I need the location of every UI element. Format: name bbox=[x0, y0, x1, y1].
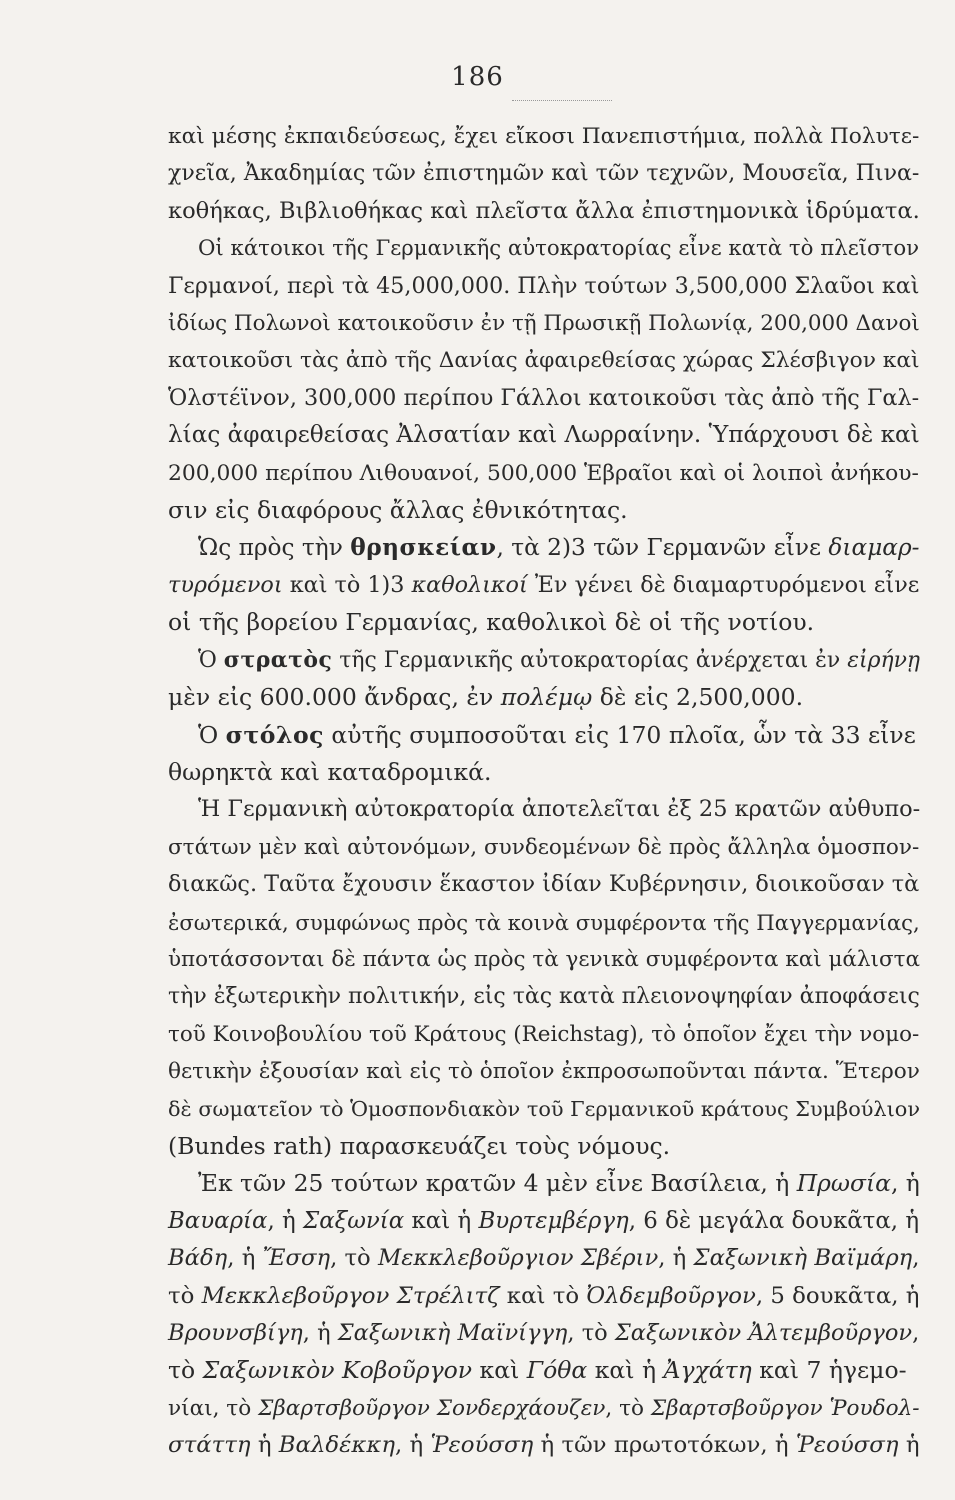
text-segment: , τὰ 2)3 τῶν Γερμανῶν εἶνε bbox=[496, 534, 829, 562]
text-segment: καὶ ἡ bbox=[404, 1207, 479, 1234]
header-rule bbox=[512, 100, 612, 101]
text-segment: τὸ bbox=[168, 1356, 203, 1385]
text-segment: καὶ ἡ bbox=[587, 1356, 664, 1385]
text-segment: , ἡ bbox=[227, 1245, 263, 1272]
text-segment: 200,000 περίπου Λιθουανοί, 500,000 Ἑβραῖοι καὶ οἱ λοιποὶ ἀνήκου- bbox=[168, 460, 919, 486]
text-segment: καὶ μέσης ἐκπαιδεύσεως, ἔχει εἴκοσι Πανεπιστήμια, πολλὰ Πολυτε- bbox=[168, 124, 920, 149]
text-segment: τοῦ Κοινοβουλίου τοῦ Κράτους (Reichstag), τὸ ὁποῖον ἔχει τὴν νομο- bbox=[168, 1021, 920, 1047]
text-segment: Ἐκ τῶν 25 τούτων κρατῶν 4 μὲν εἶνε Βασίλεια, ἡ bbox=[198, 1169, 797, 1198]
text-line bbox=[168, 642, 920, 679]
italic-term: διαμαρ- bbox=[828, 534, 920, 562]
text-segment: θετικὴν ἐξουσίαν καὶ εἰς τὸ ὁποῖον ἐκπροσωποῦνται πάντα. Ἕτερον bbox=[168, 1059, 920, 1085]
text-segment: δὲ εἰς 2,500,000. bbox=[592, 683, 804, 712]
italic-term: στάττη bbox=[168, 1432, 251, 1459]
text-line bbox=[168, 268, 920, 305]
text-segment: , τὸ bbox=[567, 1320, 615, 1346]
italic-term: Σβαρτσβοῦργον Σονδερχάουζεν bbox=[258, 1395, 606, 1421]
text-line bbox=[168, 455, 920, 492]
italic-term: Μεκκλεβοῦργιον Σβέριν bbox=[377, 1245, 659, 1272]
italic-term: Βάδη bbox=[168, 1245, 228, 1272]
text-segment: Ὁλστέϊνον, 300,000 περίπου Γάλλοι κατοικοῦσι τὰς ἀπὸ τῆς Γαλ- bbox=[168, 384, 920, 411]
italic-term: Βυρτεμβέργη bbox=[478, 1207, 629, 1234]
italic-term: Ῥεούσση bbox=[430, 1432, 534, 1459]
text-segment: κατοικοῦσι τὰς ἀπὸ τῆς Δανίας ἀφαιρεθείσας χώρας Σλέσβιγον καὶ bbox=[168, 348, 920, 374]
text-segment: ἡ bbox=[250, 1432, 279, 1459]
italic-term: Σαξωνικὸν Ἀλτεμβοῦργον bbox=[614, 1320, 913, 1346]
text-line bbox=[168, 1203, 920, 1240]
italic-term: Μεκκλεβοῦργον Στρέλιτζ bbox=[201, 1282, 500, 1309]
text-line bbox=[168, 1315, 920, 1352]
text-segment: καὶ 7 ἡγεμο- bbox=[751, 1356, 907, 1385]
text-segment: , τὸ bbox=[605, 1395, 651, 1421]
text-line bbox=[168, 604, 920, 641]
text-segment: , 5 δουκᾶτα, ἡ bbox=[755, 1282, 920, 1309]
text-line bbox=[168, 417, 920, 454]
italic-term: Ἔσση bbox=[262, 1245, 331, 1272]
text-segment: , bbox=[912, 1245, 920, 1272]
italic-term: πολέμῳ bbox=[500, 683, 593, 712]
text-segment: Ὡς πρὸς τὴν bbox=[198, 534, 351, 562]
italic-term: Βαυαρία bbox=[168, 1207, 268, 1234]
bold-term: στόλος bbox=[225, 720, 324, 749]
text-segment: , ἡ bbox=[658, 1245, 694, 1272]
text-segment: Ἡ Γερμανικὴ αὐτοκρατορία ἀποτελεῖται ἐξ 25 κρατῶν αὐθυπο- bbox=[198, 796, 921, 823]
text-line bbox=[168, 829, 920, 866]
text-line bbox=[168, 1016, 920, 1053]
text-segment: οἱ τῆς βορείου Γερμανίας, καθολικοὶ δὲ οἱ τῆς νοτίου. bbox=[168, 608, 815, 637]
text-segment: , 6 δὲ μεγάλα δουκᾶτα, ἡ bbox=[628, 1207, 920, 1234]
text-segment: σιν εἰς διαφόρους ἄλλας ἐθνικότητας. bbox=[168, 496, 628, 525]
text-line bbox=[168, 380, 920, 417]
italic-term: τυρόμενοι bbox=[168, 571, 283, 598]
text-line bbox=[168, 904, 920, 941]
text-segment: λίας ἀφαιρεθείσας Ἀλσατίαν καὶ Λωρραίνην. Ὑπάρχουσι δὲ καὶ bbox=[168, 422, 920, 449]
text-line bbox=[168, 492, 920, 529]
text-segment: τὴν ἐξωτερικὴν πολιτικήν, εἰς τὰς κατὰ πλειονοψηφίαν ἀποφάσεις bbox=[168, 984, 920, 1010]
text-segment: τὸ bbox=[168, 1282, 202, 1309]
text-line bbox=[168, 1278, 920, 1315]
italic-term: Σαξωνικὴ Βαϊμάρη bbox=[693, 1245, 913, 1272]
bold-term: θρησκείαν bbox=[350, 534, 497, 562]
text-line bbox=[168, 230, 920, 267]
text-line bbox=[168, 791, 920, 828]
text-line bbox=[168, 866, 920, 903]
text-line bbox=[168, 1390, 920, 1427]
text-segment: θωρηκτὰ καὶ καταδρομικά. bbox=[168, 757, 492, 786]
italic-term: Γόθα bbox=[526, 1356, 588, 1385]
text-line bbox=[168, 717, 920, 754]
italic-term: Βρουνσβίγη bbox=[168, 1320, 303, 1346]
text-segment: χνεῖα, Ἀκαδημίας τῶν ἐπιστημῶν καὶ τῶν τεχνῶν, Μουσεῖα, Πινα- bbox=[168, 160, 920, 187]
bold-term: στρατὸς bbox=[223, 646, 333, 673]
italic-term: καθολικοί bbox=[411, 571, 528, 598]
text-segment: Ἐν γένει δὲ διαμαρτυρόμενοι εἶνε bbox=[527, 571, 920, 598]
text-line bbox=[168, 1352, 920, 1389]
text-line bbox=[168, 978, 920, 1015]
text-segment: κοθήκας, Βιβλιοθήκας καὶ πλεῖστα ἄλλα ἐπιστημονικὰ ἱδρύματα. bbox=[168, 197, 920, 224]
text-line bbox=[168, 1053, 920, 1090]
text-line bbox=[168, 155, 920, 192]
text-segment: μὲν εἰς 600.000 ἄνδρας, ἐν bbox=[168, 683, 501, 712]
italic-term: Ῥεούσση bbox=[795, 1432, 899, 1459]
text-line bbox=[168, 1091, 920, 1128]
text-segment: , bbox=[912, 1320, 920, 1346]
text-line bbox=[168, 529, 920, 566]
text-segment: ὑποτάσσονται δὲ πάντα ὡς πρὸς τὰ γενικὰ συμφέροντα καὶ μάλιστα bbox=[168, 946, 920, 972]
text-segment: ἡ bbox=[898, 1432, 920, 1459]
text-line bbox=[168, 754, 920, 791]
text-segment: στάτων μὲν καὶ αὐτονόμων, συνδεομένων δὲ πρὸς ἄλληλα ὁμοσπον- bbox=[168, 834, 920, 860]
text-segment: , ἡ bbox=[302, 1320, 338, 1346]
text-line bbox=[168, 1427, 920, 1464]
text-line bbox=[168, 941, 920, 978]
text-segment: ἡ τῶν πρωτοτόκων, ἡ bbox=[533, 1432, 796, 1459]
italic-term: εἰρήνῃ bbox=[847, 647, 921, 673]
text-line bbox=[168, 305, 920, 342]
text-segment: διακῶς. Ταῦτα ἔχουσιν ἕκαστον ἰδίαν Κυβέρνησιν, διοικοῦσαν τὰ bbox=[168, 871, 920, 898]
text-segment: καὶ bbox=[472, 1356, 527, 1385]
text-segment: Γερμανοί, περὶ τὰ 45,000,000. Πλὴν τούτων 3,500,000 Σλαῦοι καὶ bbox=[168, 272, 920, 299]
text-line bbox=[168, 342, 920, 379]
italic-term: Σαξωνία bbox=[303, 1207, 405, 1234]
italic-term: Σαξωνικὸν Κοβοῦργον bbox=[202, 1356, 473, 1385]
text-segment: , ἡ bbox=[267, 1207, 304, 1234]
text-segment: δὲ σωματεῖον τὸ Ὁμοσπονδιακὸν τοῦ Γερμανικοῦ κράτους Συμβούλιον bbox=[168, 1096, 920, 1121]
text-segment: αὐτῆς συμποσοῦται εἰς 170 πλοῖα, ὧν τὰ 33 εἶνε bbox=[323, 720, 916, 749]
text-segment: , ἡ bbox=[890, 1169, 920, 1198]
text-segment: Ὁ bbox=[198, 647, 224, 673]
text-segment: καὶ τὸ 1)3 bbox=[282, 571, 412, 598]
text-segment: Οἱ κάτοικοι τῆς Γερμανικῆς αὐτοκρατορίας εἶνε κατὰ τὸ πλεῖστον bbox=[198, 236, 920, 262]
text-segment: καὶ τὸ bbox=[499, 1282, 587, 1309]
italic-term: Σβαρτσβοῦργον Ῥουδολ- bbox=[650, 1395, 920, 1421]
page-number: 186 bbox=[451, 62, 504, 92]
italic-term: Βαλδέκκη bbox=[278, 1432, 396, 1459]
text-segment: νίαι, τὸ bbox=[168, 1395, 259, 1421]
text-segment: ἰδίως Πολωνοὶ κατοικοῦσιν ἐν τῇ Πρωσικῇ Πολωνίᾳ, 200,000 Δανοὶ bbox=[168, 311, 920, 337]
italic-term: Πρωσία bbox=[796, 1169, 891, 1198]
text-line bbox=[168, 193, 920, 230]
text-line bbox=[168, 1128, 920, 1165]
body-text bbox=[168, 118, 920, 1465]
italic-term: Σαξωνικὴ Μαϊνίγγη bbox=[337, 1320, 568, 1346]
text-line bbox=[168, 567, 920, 604]
italic-term: Ἀγχάτη bbox=[663, 1356, 752, 1385]
text-segment: τῆς Γερμανικῆς αὐτοκρατορίας ἀνέρχεται ἐν bbox=[332, 647, 848, 673]
text-segment: Ὁ bbox=[198, 720, 226, 749]
text-segment: , ἡ bbox=[395, 1432, 431, 1459]
text-line bbox=[168, 118, 920, 155]
text-segment: ἐσωτερικά, συμφώνως πρὸς τὰ κοινὰ συμφέροντα τῆς Παγγερμανίας, bbox=[168, 909, 920, 935]
text-line bbox=[168, 1240, 920, 1277]
text-line bbox=[168, 1165, 920, 1202]
text-segment: (Bundes rath) παρασκευάζει τοὺς νόμους. bbox=[168, 1131, 671, 1160]
text-line bbox=[168, 679, 920, 716]
text-segment: , τὸ bbox=[330, 1245, 378, 1272]
italic-term: Ὀλδεμβοῦργον bbox=[586, 1282, 756, 1309]
